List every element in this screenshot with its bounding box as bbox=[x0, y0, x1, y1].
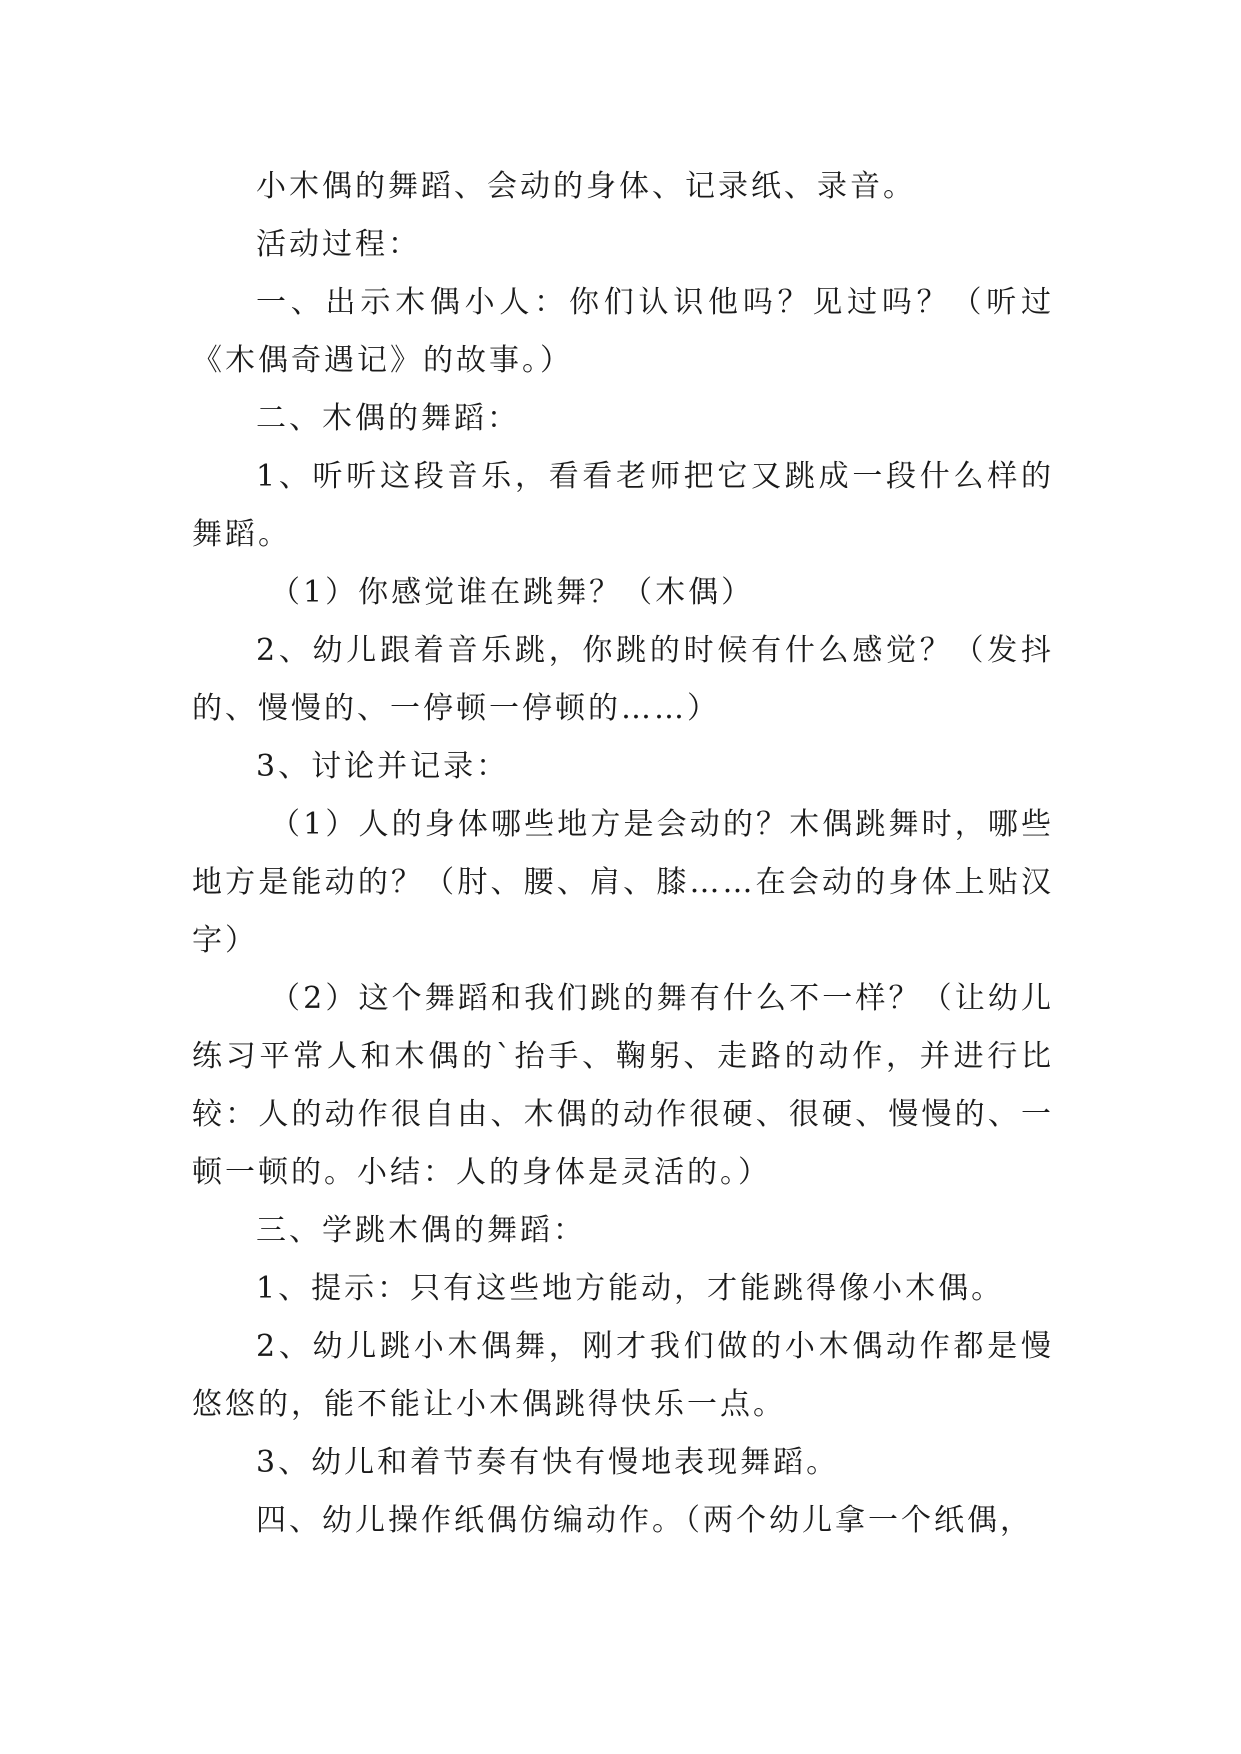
paragraph-materials: 小木偶的舞蹈、会动的身体、记录纸、录音。 bbox=[256, 169, 916, 204]
paragraph-step-one: 一、出示木偶小人：你们认识他吗？见过吗？（听过《木偶奇遇记》的故事。） bbox=[192, 285, 1054, 378]
paragraph-step-three-1: 1、提示：只有这些地方能动，才能跳得像小木偶。 bbox=[256, 1271, 1005, 1306]
document-body bbox=[192, 158, 1054, 1550]
paragraph-step-three-2: 2、幼儿跳小木偶舞，刚才我们做的小木偶动作都是慢悠悠的，能不能让小木偶跳得快乐一点。 bbox=[192, 1329, 1054, 1422]
paragraph-step-four: 四、幼儿操作纸偶仿编动作。（两个幼儿拿一个纸偶， bbox=[256, 1503, 1033, 1538]
paragraph-step-three-heading: 三、学跳木偶的舞蹈： bbox=[256, 1213, 586, 1248]
paragraph-step-two-heading: 二、木偶的舞蹈： bbox=[256, 401, 520, 436]
paragraph-step-two-1-sub: （1）你感觉谁在跳舞？（木偶） bbox=[270, 575, 755, 610]
paragraph-step-two-3: 3、讨论并记录： bbox=[256, 749, 510, 784]
paragraph-step-two-2: 2、幼儿跟着音乐跳，你跳的时候有什么感觉？（发抖的、慢慢的、一停顿一停顿的……） bbox=[192, 633, 1054, 726]
paragraph-step-two-3-sub2: （2）这个舞蹈和我们跳的舞有什么不一样？（让幼儿练习平常人和木偶的`抬手、鞠躬、走路的动作，并进行比较：人的动作很自由、木偶的动作很硬、很硬、慢慢的、一顿一顿的。小结：人的身体是灵活的。） bbox=[192, 981, 1054, 1190]
paragraph-step-two-3-sub1: （1）人的身体哪些地方是会动的？木偶跳舞时，哪些地方是能动的？（肘、腰、肩、膝……在会动的身体上贴汉字） bbox=[192, 807, 1054, 958]
paragraph-process-heading: 活动过程： bbox=[256, 227, 421, 262]
paragraph-step-three-3: 3、幼儿和着节奏有快有慢地表现舞蹈。 bbox=[256, 1445, 840, 1480]
paragraph-step-two-1: 1、听听这段音乐，看看老师把它又跳成一段什么样的舞蹈。 bbox=[192, 459, 1054, 552]
